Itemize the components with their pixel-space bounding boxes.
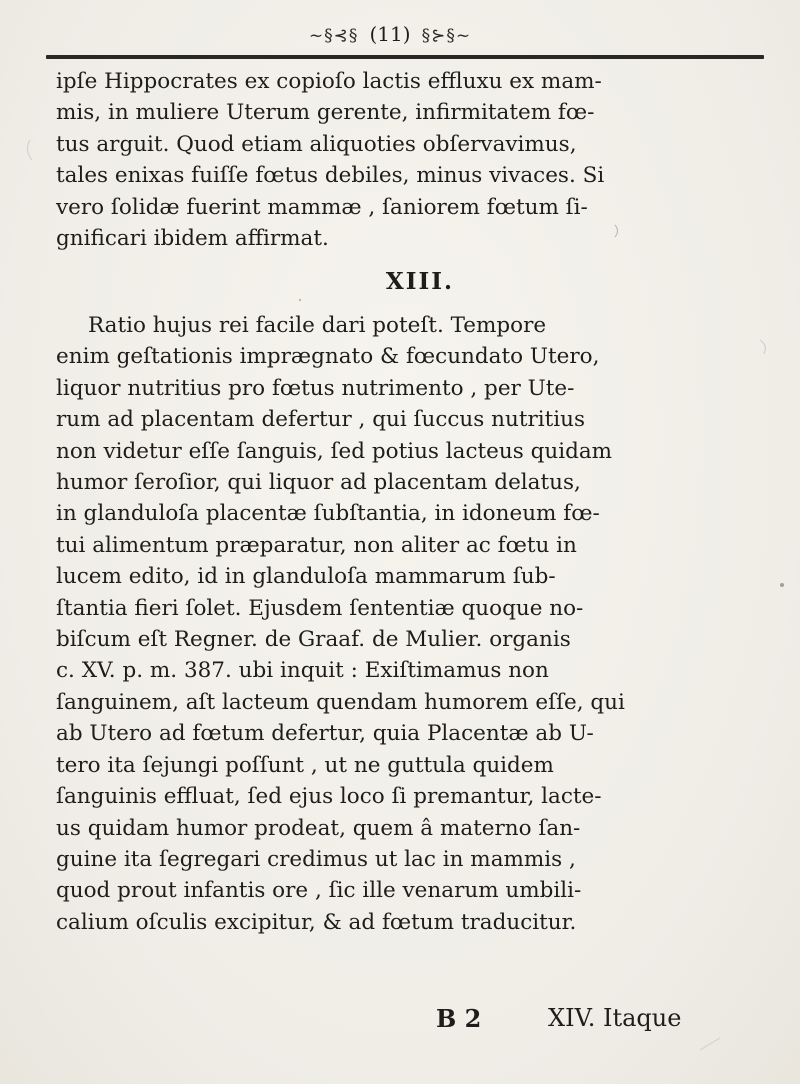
text-line: tero ita ſejungi poſſunt , ut ne guttula quidem bbox=[56, 752, 554, 778]
text-line: ſanguinis effluat, ſed ejus loco ſi premantur, lacte- bbox=[56, 784, 602, 810]
text-line: Ratio hujus rei facile dari poteſt. Tempore bbox=[88, 313, 547, 338]
text-line: ipſe Hippocrates ex copioſo lactis effluxu ex mam- bbox=[56, 69, 602, 94]
text-line: vero ſolidæ fuerint mammæ , ſaniorem fœtum ſi- bbox=[56, 194, 588, 220]
text-line: us quidam humor prodeat, quem â materno ſan- bbox=[56, 815, 581, 841]
text-line: lucem edito, id in glanduloſa mammarum ſub- bbox=[56, 564, 556, 590]
left-ornament: ~§⊰§ bbox=[308, 26, 359, 46]
text-line: ſanguinem, aſt lacteum quendam humorem eſſe, qui bbox=[56, 689, 625, 715]
paragraph-2 bbox=[56, 310, 768, 938]
right-ornament: §⊱§~ bbox=[421, 26, 472, 46]
text-line: mis, in muliere Uterum gerente, infirmitatem fœ- bbox=[56, 100, 595, 126]
text-line: humor ſeroſior, qui liquor ad placentam delatus, bbox=[56, 470, 581, 496]
text-line: tus arguit. Quod etiam aliquoties obſervavimus, bbox=[56, 131, 577, 157]
text-line: guine ita ſegregari credimus ut lac in mammis , bbox=[56, 846, 576, 872]
text-line: rum ad placentam defertur , qui ſuccus nutritius bbox=[56, 407, 586, 433]
header-rule bbox=[46, 55, 764, 59]
text-line: ſtantia fieri ſolet. Ejusdem ſententiæ quoque no- bbox=[56, 595, 584, 621]
text-line: non videtur eſſe ſanguis, ſed potius lacteus quidam bbox=[56, 438, 613, 464]
text-line: calium oſculis excipitur, & ad fœtum traducitur. bbox=[56, 909, 577, 935]
text-line: in glanduloſa placentæ ſubſtantia, in idoneum fœ- bbox=[56, 501, 600, 527]
catchword: XIV. Itaque bbox=[548, 1004, 682, 1032]
text-line: tui alimentum præparatur, non aliter ac fœtu in bbox=[56, 532, 577, 558]
text-line: c. XV. p. m. 387. ubi inquit : Exiſtimamus non bbox=[56, 658, 549, 684]
page-number: (11) bbox=[369, 22, 411, 46]
text-line: liquor nutritius pro fœtus nutrimento , per Ute- bbox=[56, 375, 575, 401]
text-line: biſcum eſt Regner. de Graaf. de Mulier. organis bbox=[56, 627, 571, 653]
text-line: gnificari ibidem affirmat. bbox=[56, 226, 329, 252]
text-line: ab Utero ad fœtum defertur, quia Placentæ ab U- bbox=[56, 721, 594, 747]
running-header bbox=[225, 22, 555, 52]
text-line: tales enixas fuiſſe fœtus debiles, minus vivaces. Si bbox=[56, 163, 605, 189]
paragraph-1 bbox=[56, 66, 768, 254]
section-heading: XIII. bbox=[385, 268, 455, 295]
signature-mark: B 2 bbox=[436, 1004, 482, 1033]
text-line: enim geſtationis imprægnato & fœcundato Utero, bbox=[56, 344, 600, 370]
text-line: quod prout infantis ore , ſic ille venarum umbili- bbox=[56, 878, 582, 904]
